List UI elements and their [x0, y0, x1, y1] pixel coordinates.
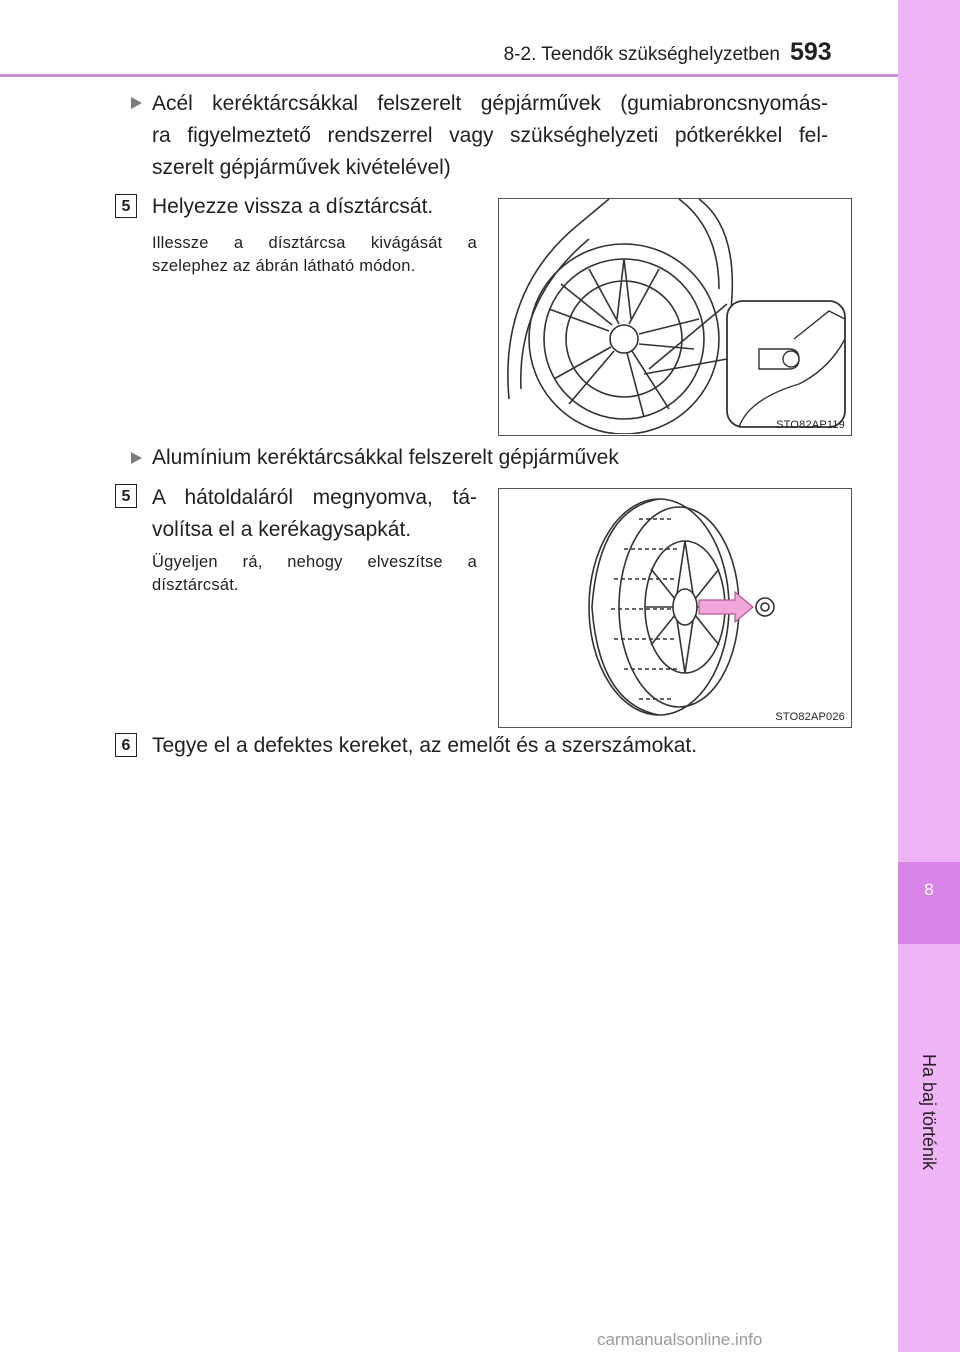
note-line: Illessze a dísztárcsa kivágását a [152, 234, 477, 252]
step-text [152, 482, 477, 546]
bullet-line: ra figyelmeztető rendszerrel vagy szükséghelyzeti pótkerékkel fel- [152, 124, 828, 147]
step-number: 5 [115, 194, 137, 218]
step-number: 6 [115, 733, 137, 757]
note-line: szelephez az ábrán látható módon. [152, 257, 416, 275]
page-number: 593 [790, 38, 832, 66]
figure-hub-cap-removal [498, 488, 852, 728]
bullet-steel-wheels [152, 88, 828, 184]
bullet-triangle-icon [131, 452, 142, 464]
step-number: 5 [115, 484, 137, 508]
step-text: Tegye el a defektes kereket, az emelőt és a szerszámokat. [152, 734, 698, 757]
step-note [152, 551, 477, 597]
step-text: Helyezze vissza a dísztárcsát. [152, 195, 434, 218]
figure-wheel-cap-fitting [498, 198, 852, 436]
step-line: A hátoldaláról megnyomva, tá- [152, 486, 477, 509]
bullet-triangle-icon [131, 97, 142, 109]
figure-code: STO82AP119 [776, 419, 845, 431]
figure-code: STO82AP026 [775, 711, 845, 723]
section-title: 8-2. Teendők szükséghelyzetben [503, 44, 780, 65]
chapter-number: 8 [924, 880, 934, 899]
wheel-cover-illustration [499, 199, 850, 434]
bullet-line: Acél keréktárcsákkal felszerelt gépjárművek (gumiabroncsnyomás- [152, 92, 828, 115]
chapter-label: Ha baj történik [919, 1054, 939, 1171]
note-line: dísztárcsát. [152, 576, 239, 594]
watermark: carmanualsonline.info [597, 1330, 763, 1349]
bullet-line: szerelt gépjárművek kivételével) [152, 156, 451, 179]
chapter-tab [898, 862, 960, 944]
step-line: volítsa el a kerékagysapkát. [152, 518, 412, 541]
step-note [152, 232, 477, 278]
bullet-aluminium-wheels: Alumínium keréktárcsákkal felszerelt gépjárművek [152, 446, 619, 469]
header-rule [0, 74, 898, 77]
wheel-hubcap-illustration [499, 489, 850, 726]
note-line: Ügyeljen rá, nehogy elveszítse a [152, 553, 477, 571]
